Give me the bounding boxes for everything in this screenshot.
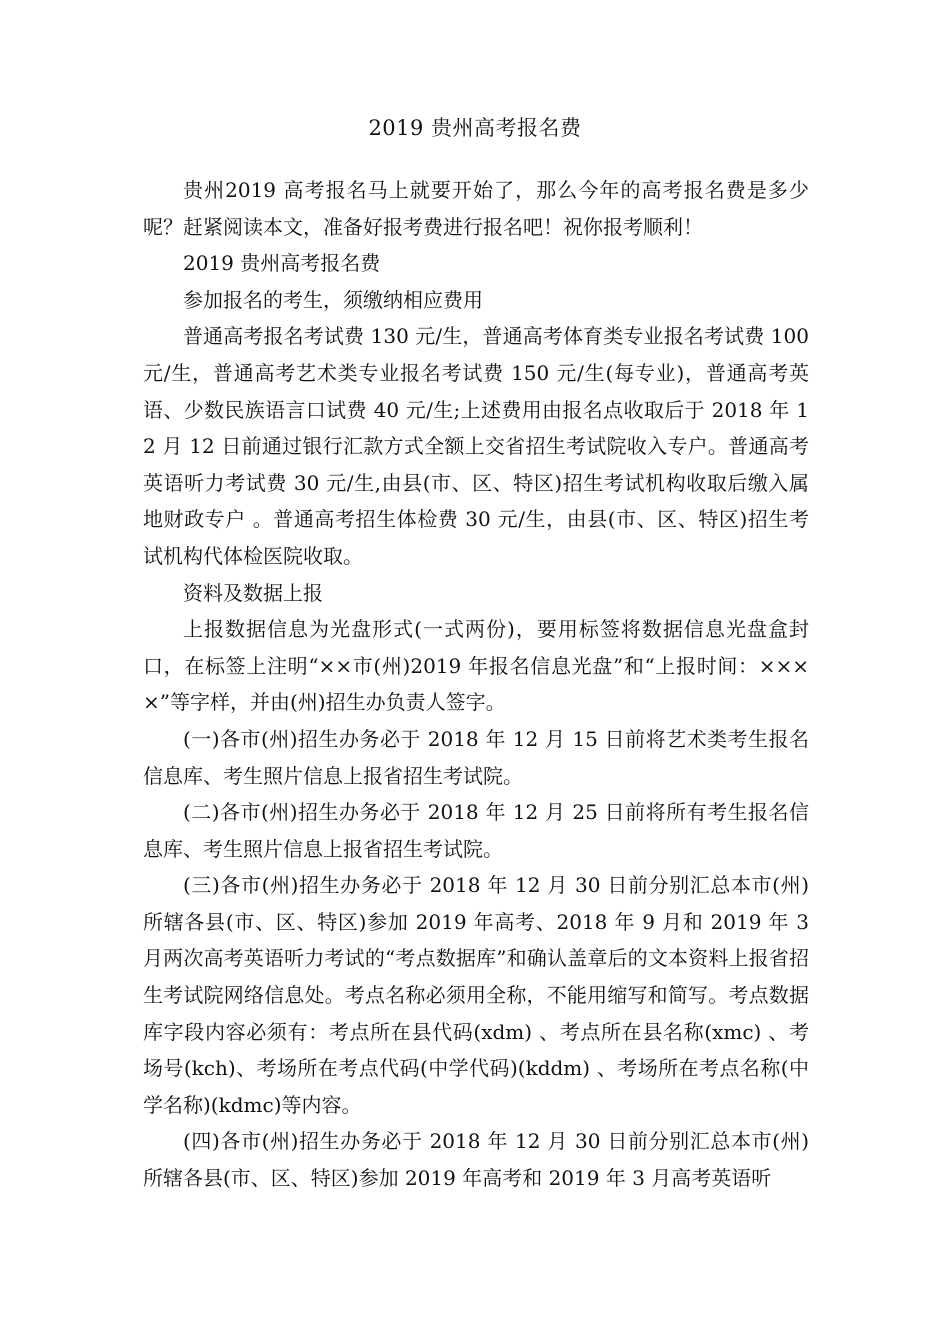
- item-2-paragraph: (二)各市(州)招生办务必于 2018 年 12 月 25 日前将所有考生报名信息库、考生照片信息上报省招生考试院。: [143, 800, 809, 861]
- section-heading-fees: 2019 贵州高考报名费: [183, 251, 381, 276]
- fees-subheading: 参加报名的考生，须缴纳相应费用: [183, 287, 483, 312]
- item-1-paragraph: (一)各市(州)招生办务必于 2018 年 12 月 15 日前将艺术类考生报名信息库、考生照片信息上报省招生考试院。: [143, 726, 809, 788]
- item-4-paragraph: (四)各市(州)招生办务必于 2018 年 12 月 30 日前分别汇总本市(州)所辖各县(市、区、特区)参加 2019 年高考和 2019 年 3 月高考英语听: [143, 1129, 809, 1191]
- intro-paragraph: 贵州2019 高考报名马上就要开始了，那么今年的高考报名费是多少呢？赶紧阅读本文，准备好报考费进行报名吧！祝你报考顺利！: [143, 178, 809, 239]
- data-report-paragraph: 上报数据信息为光盘形式(一式两份)，要用标签将数据信息光盘盒封口，在标签上注明“××市(州)2019 年报名信息光盘”和“上报时间：××××”等字样，并由(州)招生办负责人签字。: [143, 617, 809, 715]
- item-3-paragraph: (三)各市(州)招生办务必于 2018 年 12 月 30 日前分别汇总本市(州)所辖各县(市、区、特区)参加 2019 年高考、2018 年 9 月和 2019 年 3 月两次高考英语听力考试的“考点数据库”和确认盖章后的文本资料上报省招生考试院网络信息处。考点名称必须用全称，不能用缩写和简写。考点数据库字段内容必须有：考点所在县代码(xdm) 、考点所在县名称(xmc) 、考场号(kch)、考场所在考点代码(中学代码)(kddm) 、考场所在考点名称(中学名称)(kdmc)等内容。: [143, 873, 809, 1117]
- fees-paragraph: 普通高考报名考试费 130 元/生，普通高考体育类专业报名考试费 100 元/生，普通高考艺术类专业报名考试费 150 元/生(每专业)，普通高考英语、少数民族语言口试费 40 元/生;上述费用由报名点收取后于 2018 年 12 月 12 日前通过银行汇款方式全额上交省招生考试院收入专户。普通高考英语听力考试费 30 元/生,由县(市、区、特区)招生考试机构收取后缴入属地财政专户 。普通高考招生体检费 30 元/生，由县(市、区、特区)招生考试机构代体检医院收取。: [143, 324, 809, 568]
- document-title: 2019 贵州高考报名费: [368, 116, 582, 140]
- document-body: [143, 172, 809, 1197]
- section-heading-data-report: 资料及数据上报: [183, 580, 323, 605]
